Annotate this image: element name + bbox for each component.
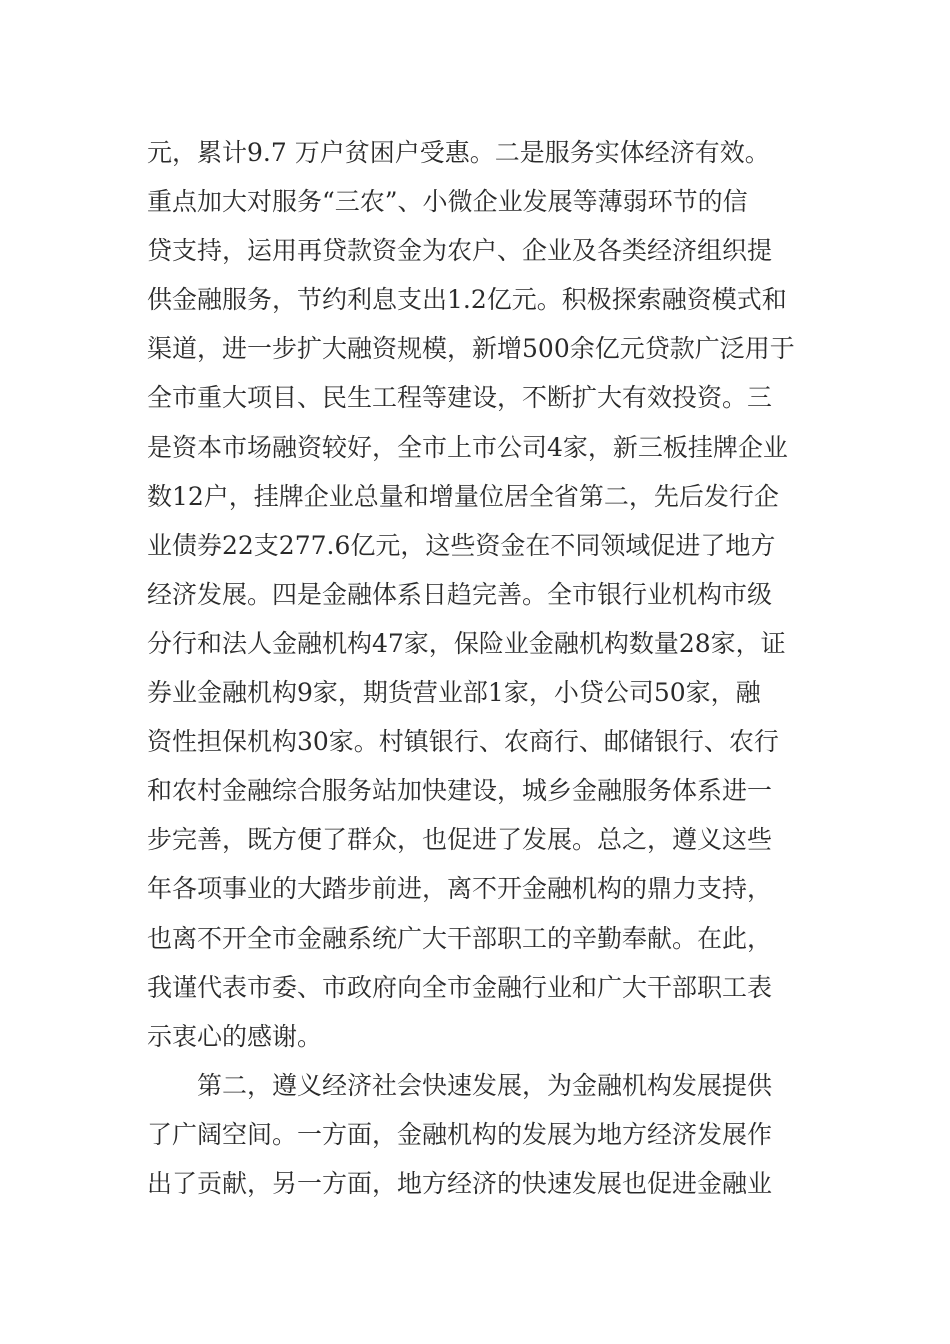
text-line: 供金融服务，节约利息支出1.2亿元。积极探索融资模式和: [147, 285, 787, 315]
text-line: 券业金融机构9家，期货营业部1家，小贷公司50家，融: [147, 678, 761, 708]
text-line: 示衷心的感谢。: [147, 1021, 323, 1051]
paragraph: [147, 1061, 807, 1208]
text-line: 第二，遵义经济社会快速发展，为金融机构发展提供: [197, 1070, 773, 1100]
text-line: 贷支持，运用再贷款资金为农户、企业及各类经济组织提: [147, 236, 773, 266]
text-line: 步完善，既方便了群众，也促进了发展。总之，遵义这些: [147, 825, 773, 855]
text-line: 经济发展。四是金融体系日趋完善。全市银行业机构市级: [147, 579, 773, 609]
paragraph: [147, 128, 807, 1061]
text-line: 和农村金融综合服务站加快建设，城乡金融服务体系进一: [147, 776, 773, 806]
text-line: 分行和法人金融机构47家，保险业金融机构数量28家，证: [147, 628, 786, 658]
body-text: [147, 128, 807, 1208]
text-line: 渠道，进一步扩大融资规模，新增500余亿元贷款广泛用于: [147, 334, 795, 364]
text-line: 年各项事业的大踏步前进，离不开金融机构的鼎力支持，: [147, 874, 773, 904]
text-line: 是资本市场融资较好，全市上市公司4家，新三板挂牌企业: [147, 432, 788, 462]
text-line: 资性担保机构30家。村镇银行、农商行、邮储银行、农行: [147, 727, 779, 757]
text-line: 元，累计9.7 万户贫困户受惠。二是服务实体经济有效。: [147, 138, 770, 167]
text-line: 业债券22支277.6亿元，这些资金在不同领域促进了地方: [147, 530, 776, 560]
text-line: 出了贡献，另一方面，地方经济的快速发展也促进金融业: [147, 1168, 773, 1198]
text-line: 我谨代表市委、市政府向全市金融行业和广大干部职工表: [147, 972, 773, 1002]
text-line: 也离不开全市金融系统广大干部职工的辛勤奉献。在此，: [147, 923, 773, 953]
text-line: 了广阔空间。一方面，金融机构的发展为地方经济发展作: [147, 1119, 773, 1149]
text-line: 全市重大项目、民生工程等建设，不断扩大有效投资。三: [147, 383, 773, 413]
text-line: 重点加大对服务“三农”、小微企业发展等薄弱环节的信: [147, 187, 748, 217]
text-line: 数12户，挂牌企业总量和增量位居全省第二，先后发行企: [147, 481, 779, 511]
